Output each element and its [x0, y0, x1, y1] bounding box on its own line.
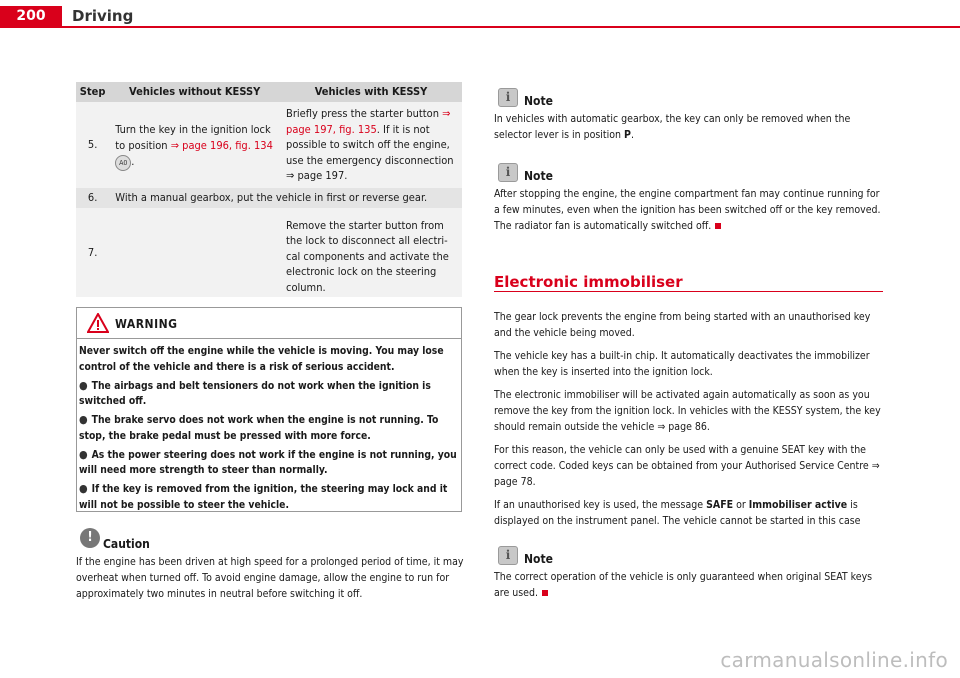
- step-number: 7.: [76, 208, 109, 298]
- column-header-with-kessy: Vehicles with KESSY: [280, 82, 462, 102]
- warning-bullet: ● If the key is removed from the ignition, the steering may lock and it will not be possible to steer the vehicle.: [79, 482, 448, 511]
- bullet-icon: ●: [79, 378, 88, 392]
- message-safe: SAFE: [706, 499, 734, 511]
- row5-with-kessy-text2: . If it is not possible to switch off the engine, use the emergency disconnection: [286, 122, 454, 167]
- warning-header: [77, 308, 461, 339]
- warning-body: [77, 344, 457, 516]
- page-ref: page 86.: [668, 421, 710, 433]
- page-number: 200: [0, 6, 62, 26]
- column-header-step: Step: [76, 82, 109, 102]
- warning-bullet: ● The brake servo does not work when the engine is not running. To stop, the brake pedal must be pressed with more force.: [79, 413, 439, 442]
- bullet-icon: ●: [79, 482, 88, 495]
- table-row-5: [76, 102, 462, 188]
- note-icon: i: [498, 163, 518, 182]
- note2-text: After stopping the engine, the engine compartment fan may continue running for a few minutes, even when the ignition has been switched off or the key removed. The radiator fan is automatically switched off.: [494, 188, 881, 232]
- warning-bullet: ● The airbags and belt tensioners do not work when the ignition is switched off.: [79, 378, 431, 407]
- immobiliser-heading: Electronic immobiliser: [494, 273, 683, 291]
- step-number: 5.: [76, 102, 109, 188]
- arrow-glyph: ⇒: [442, 107, 451, 120]
- caution-icon: !: [80, 528, 100, 548]
- arrow-glyph: ⇒: [286, 169, 295, 182]
- page-link[interactable]: page 196, fig. 134: [182, 138, 273, 152]
- immobiliser-body: [494, 309, 884, 536]
- paragraph: For this reason, the vehicle can only be used with a genuine SEAT key with the correct code. Coded keys can be obtained from your Authorised Service Centre ⇒ page 78.: [494, 444, 880, 488]
- table-row-6: [76, 188, 462, 208]
- warning-box: [76, 307, 462, 512]
- row6-text: With a manual gearbox, put the vehicle in first or reverse gear.: [109, 188, 462, 208]
- end-of-section-icon: [542, 590, 548, 596]
- step-number: 6.: [76, 188, 109, 208]
- page-link[interactable]: page 197, fig. 135: [286, 122, 377, 136]
- bullet-icon: ●: [79, 447, 88, 461]
- table-row-7: [76, 208, 462, 298]
- ignition-position-a0-icon: A0: [115, 155, 131, 171]
- warning-bullet: ● As the power steering does not work if the engine is not running, you will need more strength to steer than normally.: [79, 447, 457, 476]
- note-icon: i: [498, 88, 518, 107]
- section-title: Driving: [72, 7, 134, 25]
- end-of-section-icon: [715, 223, 721, 229]
- paragraph: If an unauthorised key is used, the message SAFE or Immobiliser active is displayed on the instrument panel. The vehicle cannot be started in this case: [494, 499, 861, 527]
- bullet-icon: ●: [79, 413, 88, 426]
- note-label: Note: [524, 94, 553, 108]
- paragraph: The gear lock prevents the engine from being started with an unauthorised key and the vehicle being moved.: [494, 311, 871, 339]
- warning-title: WARNING: [115, 317, 178, 331]
- note1-text: In vehicles with automatic gearbox, the key can only be removed when the selector lever is in position P.: [494, 113, 851, 141]
- warning-intro: Never switch off the engine while the vehicle is moving. You may lose control of the vehicle and there is a risk of serious accident.: [79, 345, 444, 373]
- paragraph: The electronic immobiliser will be activated again automatically as soon as you remove the key from the ignition lock. In vehicles with the KESSY system, the key should remain outside the vehicle ⇒ page 86.: [494, 389, 881, 433]
- note-icon: i: [498, 546, 518, 565]
- steps-table: [76, 82, 462, 297]
- row7-without-kessy: [109, 208, 280, 298]
- note3-text: The correct operation of the vehicle is only guaranteed when original SEAT keys are used.: [494, 571, 873, 599]
- row5-with-kessy: [280, 102, 462, 188]
- arrow-glyph: ⇒: [657, 421, 666, 433]
- note-label: Note: [524, 552, 553, 566]
- warning-triangle-icon: [87, 313, 109, 333]
- page-ref: page 78.: [494, 476, 536, 488]
- heading-rule: [494, 291, 883, 292]
- column-header-without-kessy: Vehicles without KESSY: [109, 82, 280, 102]
- caution-text: If the engine has been driven at high speed for a prolonged period of time, it may overheat when turned off. To avoid engine damage, allow the engine to run for approximately two minutes in neutral before switching it off.: [76, 556, 464, 600]
- caution-label: Caution: [103, 537, 150, 551]
- arrow-glyph: ⇒: [170, 138, 179, 152]
- table-header-row: [76, 82, 462, 102]
- row5-without-kessy: Turn the key in the ignition lock to position ⇒ page 196, fig. 134 A0 .: [109, 102, 280, 188]
- watermark: carmanualsonline.info: [720, 648, 948, 672]
- arrow-glyph: ⇒: [871, 460, 880, 472]
- header-rule: [0, 26, 960, 28]
- message-immobiliser-active: Immobiliser active: [748, 499, 848, 511]
- row7-with-kessy: Remove the starter button from the lock to disconnect all electrical components and activate the electronic lock on the steering column.: [280, 208, 462, 298]
- page-ref: page 197.: [297, 169, 348, 182]
- paragraph: The vehicle key has a built-in chip. It automatically deactivates the immobilizer when the key is inserted into the ignition lock.: [494, 350, 870, 378]
- row5-with-kessy-text1: Briefly press the starter button: [286, 107, 443, 120]
- row5-without-kessy-text: Turn the key in the ignition lock to position: [115, 123, 271, 152]
- note-label: Note: [524, 169, 553, 183]
